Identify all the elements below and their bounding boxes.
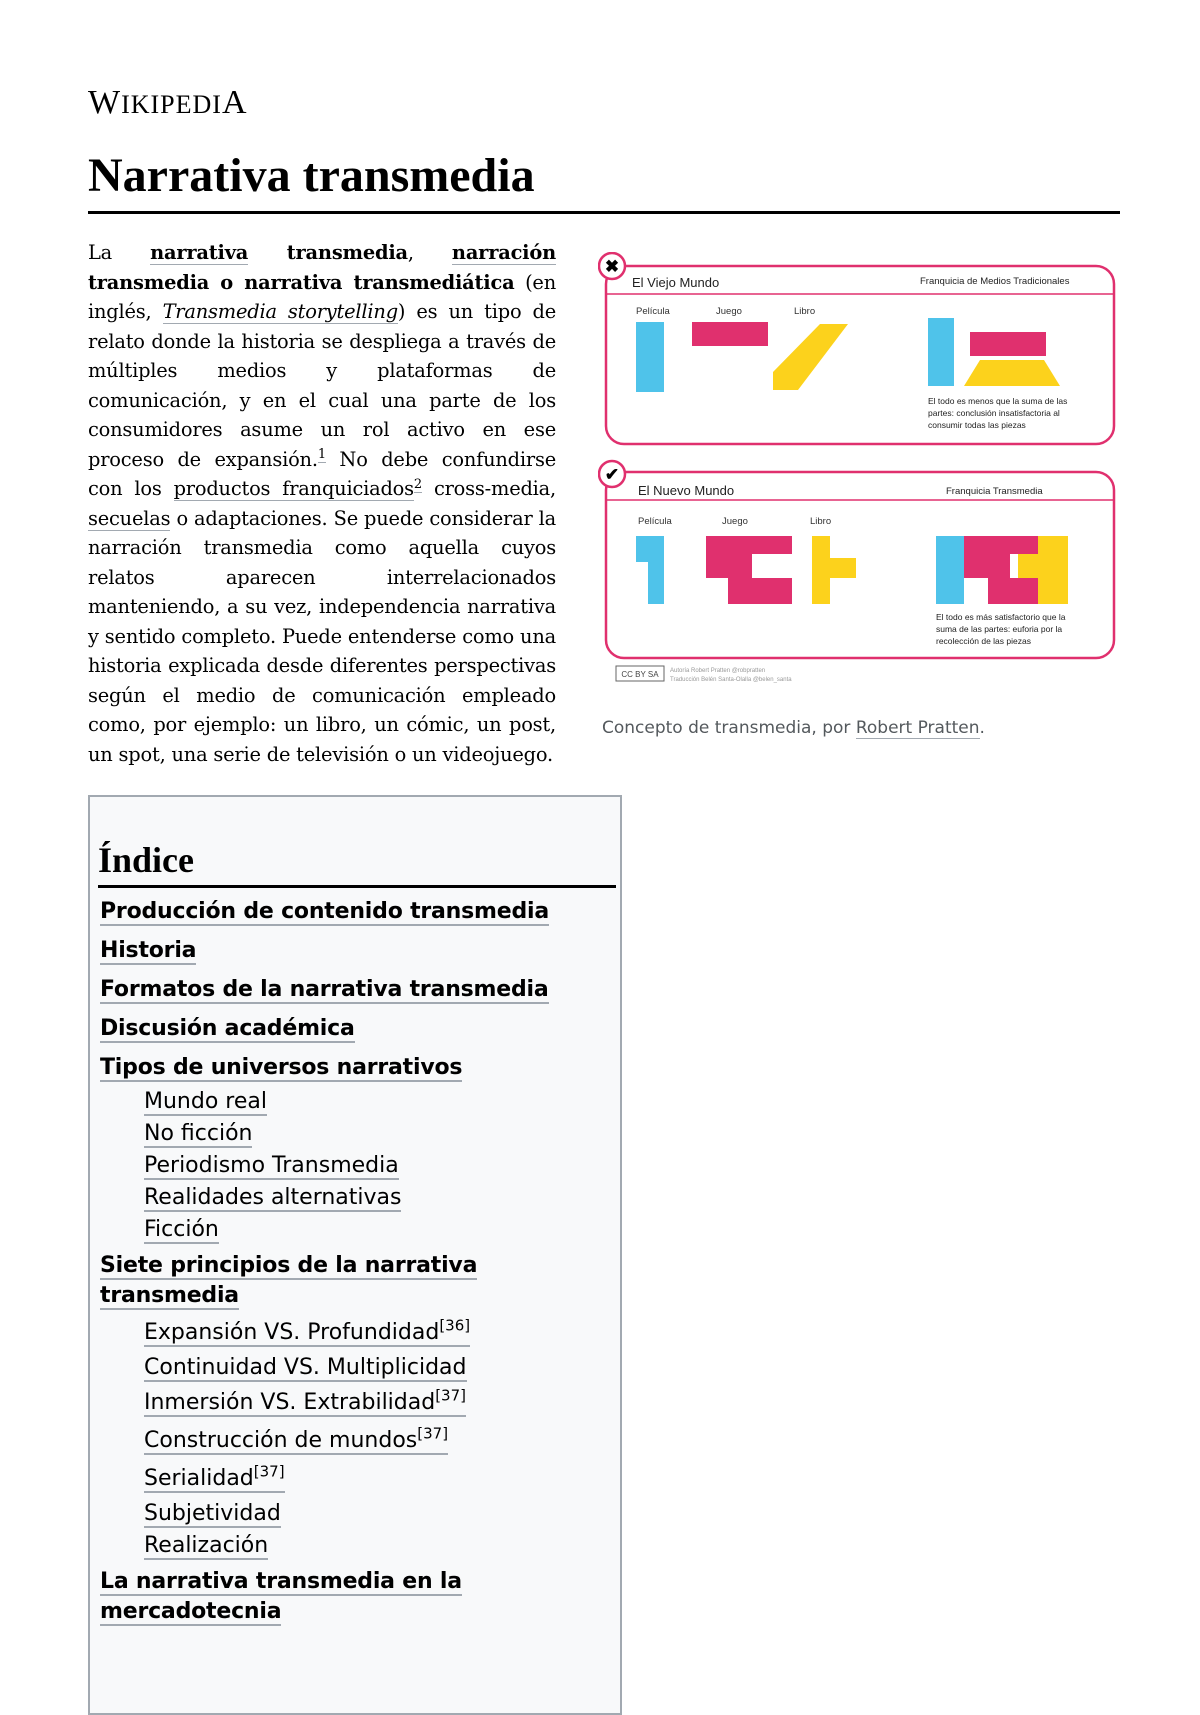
new-label-movie: Película [638, 516, 672, 527]
toc-subitem [100, 1150, 620, 1182]
toc-sublink[interactable] [144, 1386, 466, 1417]
cc-license-text: CC BY SA [621, 670, 659, 679]
toc-sublist [100, 1086, 620, 1246]
table-of-contents [88, 795, 622, 1715]
intro-text: o adaptaciones. Se puede considerar la narración transmedia como aquella cuyos relatos aparecen interrelacionados manteniendo, a su vez, independencia narrativa y sentido completo. Puede entenderse como una historia explicada desde diferentes perspectivas según el medio de comunicación empleado como, por ejemplo: un libro, un cómic, un post, un spot, una serie de televisión o un videojuego. [88, 506, 556, 766]
new-combined-cyan [936, 536, 964, 604]
toc-link[interactable]: Producción de contenido transmedia [100, 899, 550, 924]
toc-sublist [100, 1314, 620, 1562]
old-label-book: Libro [794, 306, 816, 317]
intro-text: cross-media, [422, 477, 557, 500]
toc-sublink-label: Inmersión VS. Extrabilidad [144, 1390, 436, 1415]
caption-text: Concepto de transmedia, por [602, 718, 856, 738]
logo-w: W [88, 84, 122, 121]
intro-text: No debe confundirse con los [88, 447, 556, 500]
toc-link[interactable]: Tipos de universos narrativos [100, 1055, 463, 1080]
toc-ref: [36] [439, 1316, 471, 1335]
new-label-book: Libro [810, 516, 832, 527]
old-note-line-3: consumir todas las piezas [928, 420, 1026, 430]
new-world-title: El Nuevo Mundo [638, 483, 735, 498]
old-world-title: El Viejo Mundo [632, 275, 720, 290]
caption-end: . [979, 718, 985, 738]
transmedia-concept-image[interactable] [598, 252, 1120, 692]
toc-subitem [100, 1086, 620, 1118]
toc-ref: [37] [417, 1424, 449, 1443]
toc-sublink-label: Expansión VS. Profundidad [144, 1320, 440, 1345]
page-title: Narrativa transmedia [88, 148, 1120, 214]
ref-2[interactable]: 2 [413, 476, 422, 492]
intro-text: ) es un tipo de relato donde la historia se despliega a través de múltiples medios y plataformas de comunicación, y en el cual una parte de los consumidores asume un rol activo en ese proceso de expansión. [88, 300, 556, 471]
link-transmedia-storytelling[interactable]: Transmedia storytelling [162, 300, 398, 323]
toc-item [100, 1014, 620, 1044]
caption-link-robert-pratten[interactable]: Robert Pratten [855, 718, 980, 738]
toc-item [100, 1567, 620, 1627]
toc-subitem [100, 1118, 620, 1150]
link-productos-franquiciados[interactable]: productos franquiciados [173, 477, 414, 500]
toc-subitem [100, 1214, 620, 1246]
old-game-piece [692, 322, 768, 346]
new-note-line-1: El todo es más satisfactorio que la [936, 612, 1066, 622]
old-note-line-1: El todo es menos que la suma de las [928, 396, 1068, 406]
new-note-line-2: suma de las partes: euforia por la [936, 624, 1063, 634]
intro-text: La [88, 241, 113, 264]
toc-item [100, 975, 620, 1005]
toc-sublink[interactable]: Ficción [144, 1217, 219, 1242]
toc-item [100, 1053, 620, 1246]
logo-ikipedi: IKIPEDI [121, 90, 222, 119]
toc-subitem [100, 1182, 620, 1214]
toc-sublink[interactable]: Periodismo Transmedia [144, 1153, 399, 1178]
toc-link[interactable]: Historia [100, 938, 197, 963]
toc-heading: Índice [98, 839, 616, 888]
toc-subitem [100, 1498, 620, 1530]
toc-sublink[interactable]: Mundo real [144, 1089, 267, 1114]
link-narracion[interactable]: narración [451, 241, 556, 264]
toc-link[interactable]: Siete principios de la narrativa transmedia [100, 1253, 478, 1308]
check-mark: ✔ [604, 465, 620, 484]
intro-paragraph [88, 238, 556, 769]
old-label-game: Juego [716, 306, 742, 317]
credit-line-2: Traducción Belén Santa-Olalla @belen_santa [670, 677, 792, 683]
toc-list [100, 897, 620, 1636]
intro-text: , [407, 241, 414, 264]
toc-subitem [100, 1422, 620, 1460]
toc-sublink[interactable]: Subjetividad [144, 1501, 281, 1526]
old-note-line-2: partes: conclusión insatisfactoria al [928, 408, 1060, 418]
toc-link[interactable]: La narrativa transmedia en la mercadotecnia [100, 1569, 462, 1624]
cross-mark: ✖ [604, 257, 620, 276]
old-world-franchise: Franquicia de Medios Tradicionales [920, 276, 1070, 287]
toc-sublink[interactable] [144, 1462, 285, 1493]
old-combined-yellow [964, 360, 1060, 386]
link-narrativa[interactable]: narrativa [150, 241, 249, 264]
old-movie-piece [636, 322, 664, 392]
toc-item [100, 1251, 620, 1562]
toc-subitem [100, 1352, 620, 1384]
toc-sublink[interactable]: No ficción [144, 1121, 253, 1146]
toc-sublink[interactable] [144, 1316, 471, 1347]
intro-text: (en inglés, [88, 270, 556, 323]
toc-subitem [100, 1384, 620, 1422]
wikipedia-logo[interactable] [88, 84, 248, 122]
logo-a: A [221, 84, 248, 121]
toc-sublink-label: Serialidad [144, 1466, 254, 1491]
new-world-franchise: Franquicia Transmedia [946, 486, 1043, 497]
toc-item [100, 897, 620, 927]
toc-ref: [37] [435, 1386, 466, 1405]
toc-item [100, 936, 620, 966]
new-note-line-3: recolección de las piezas [936, 636, 1031, 646]
toc-subitem [100, 1314, 620, 1352]
toc-link[interactable]: Formatos de la narrativa transmedia [100, 977, 549, 1002]
toc-sublink[interactable] [144, 1424, 449, 1455]
ref-1[interactable]: 1 [317, 447, 326, 463]
toc-subitem [100, 1460, 620, 1498]
link-secuelas[interactable]: secuelas [88, 506, 171, 530]
figure-caption [602, 718, 985, 738]
toc-subitem [100, 1530, 620, 1562]
toc-sublink[interactable]: Continuidad VS. Multiplicidad [144, 1355, 467, 1380]
toc-link[interactable]: Discusión académica [100, 1016, 355, 1041]
intro-bold-text: transmedia [286, 241, 408, 264]
toc-sublink-label: Construcción de mundos [144, 1428, 418, 1453]
new-label-game: Juego [722, 516, 748, 527]
old-combined-cyan [928, 318, 954, 386]
toc-sublink[interactable]: Realidades alternativas [144, 1185, 402, 1210]
old-label-movie: Película [636, 306, 670, 317]
toc-ref: [37] [253, 1462, 285, 1481]
credit-line-1: Autoría Robert Pratten @robpratten [670, 668, 766, 674]
toc-sublink[interactable]: Realización [144, 1533, 269, 1558]
old-combined-pink [970, 332, 1046, 356]
intro-bold-text: transmedia o narrativa transmediática [88, 270, 515, 294]
